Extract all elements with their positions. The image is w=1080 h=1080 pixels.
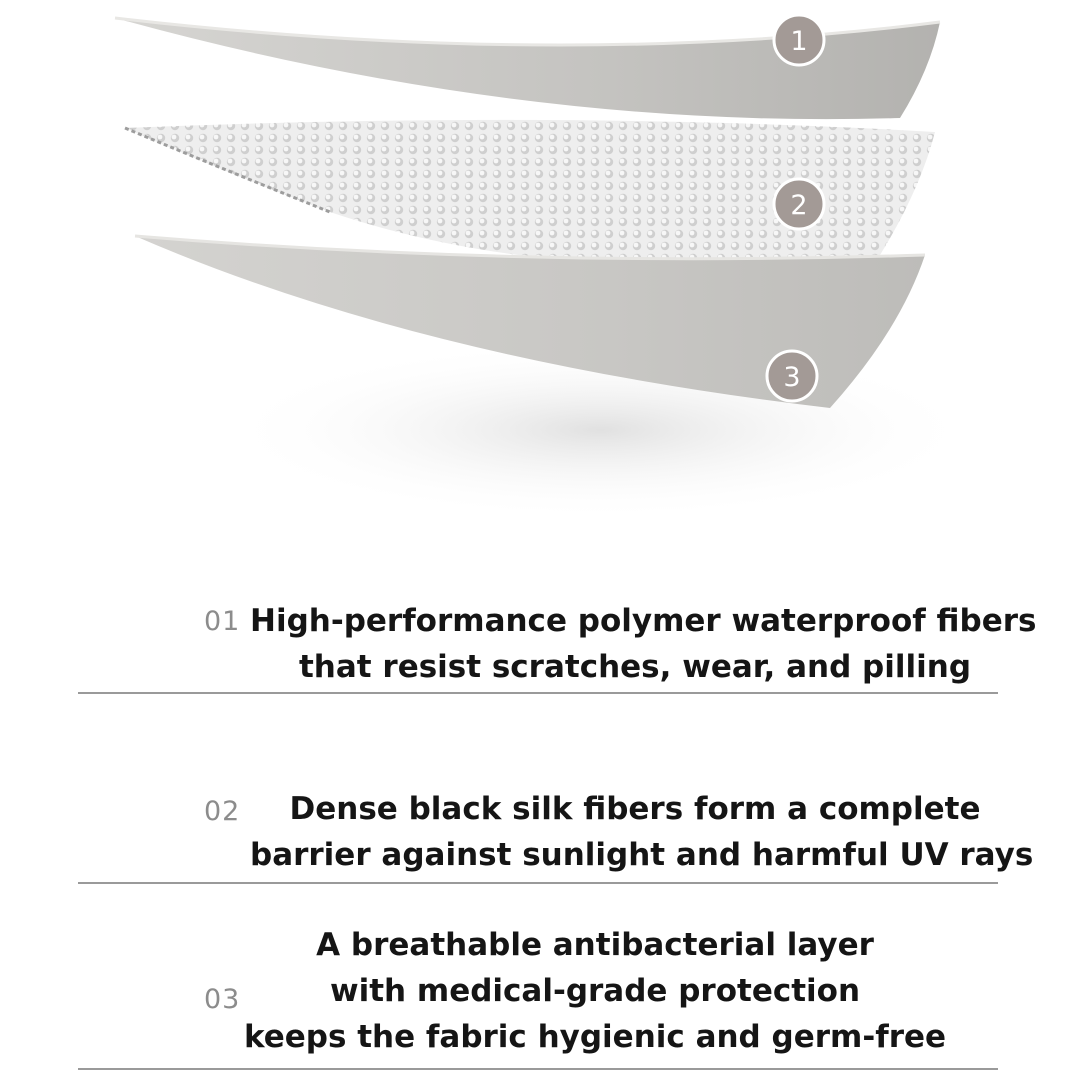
feature-line: Dense black silk fibers form a complete xyxy=(289,791,981,827)
feature-divider xyxy=(78,692,998,694)
layer-badge-3 xyxy=(767,351,817,401)
feature-number: 03 xyxy=(204,984,241,1015)
feature-divider xyxy=(78,882,998,884)
feature-number: 01 xyxy=(204,606,241,637)
svg-text:3: 3 xyxy=(783,362,801,393)
feature-line: barrier against sunlight and harmful UV rays xyxy=(250,837,1034,873)
svg-text:2: 2 xyxy=(790,190,808,221)
feature-description xyxy=(250,786,1034,878)
feature-line: A breathable antibacterial layer xyxy=(316,927,874,963)
feature-number: 02 xyxy=(204,796,241,827)
feature-divider xyxy=(78,1068,998,1070)
feature-description xyxy=(240,922,950,1060)
feature-line: keeps the fabric hygienic and germ-free xyxy=(243,1019,947,1055)
svg-text:1: 1 xyxy=(790,26,808,57)
feature-line: with medical-grade protection xyxy=(329,973,861,1009)
feature-description xyxy=(250,598,1037,690)
feature-line: High-performance polymer waterproof fibers xyxy=(250,603,1037,639)
layer-badge-1 xyxy=(774,15,824,65)
feature-line: that resist scratches, wear, and pilling xyxy=(298,649,972,685)
layer-badge-2 xyxy=(774,179,824,229)
